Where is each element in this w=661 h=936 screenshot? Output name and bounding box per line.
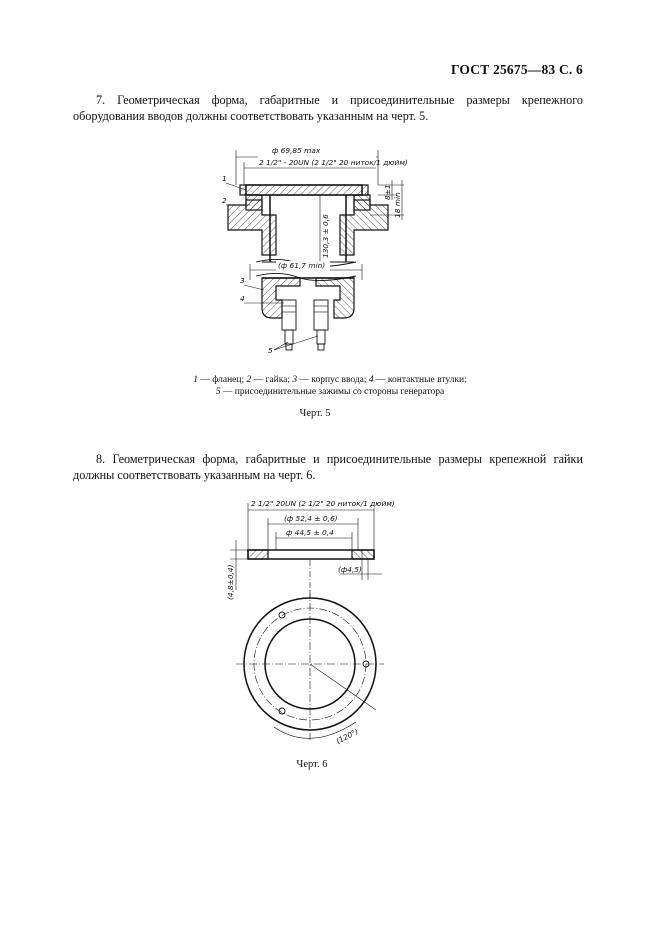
dim-min-label: 18 min <box>393 192 402 218</box>
callout-3: 3 <box>240 276 245 285</box>
dim-thread-label: 2 1/2" - 20UN (2 1/2" 20 ниток/1 дюйм) <box>259 158 408 167</box>
dim-outer-diameter-label: ф 69,85 max <box>272 146 321 155</box>
drawing-6-caption: Черт. 6 <box>296 759 328 770</box>
legend-num: 5 <box>215 387 221 397</box>
dim6-thick-label: (4,8±0,4) <box>226 564 235 600</box>
dim-height-label: 130,3 ± 0,6 <box>321 214 330 258</box>
dim6-thick <box>226 540 248 600</box>
legend-num: 3 <box>292 375 298 385</box>
dim6-angle <box>274 664 376 746</box>
dim6-thread-label: 2 1/2" 20UN (2 1/2" 20 ниток/1 дюйм) <box>251 499 395 508</box>
dim6-d2-label: ф 44,5 ± 0,4 <box>286 528 334 537</box>
legend-num: 4 <box>368 375 374 385</box>
callout-1: 1 <box>222 174 227 183</box>
callout-5: 5 <box>268 346 273 355</box>
dim-gap-label: 8±1 <box>383 184 392 200</box>
legend-num: 2 <box>246 375 252 385</box>
callout-2: 2 <box>222 196 227 205</box>
dim6-d2 <box>276 527 352 550</box>
page-header: ГОСТ 25675—83 С. 6 <box>450 62 583 77</box>
callout-4: 4 <box>240 294 245 303</box>
dim6-hole <box>338 559 382 580</box>
dim-inner-diameter-label: (ф 61,7 min) <box>278 261 326 270</box>
dim6-thread <box>248 497 395 550</box>
legend-text: — гайка; <box>251 375 293 385</box>
nut-section-left <box>248 550 268 559</box>
legend-text: — фланец; <box>197 375 247 385</box>
legend-text: — контактные втулки; <box>373 375 467 385</box>
dim6-angle-label: (120°) <box>334 726 360 746</box>
nut-section-right <box>352 550 374 559</box>
drawing-5-caption: Черт. 5 <box>299 408 331 419</box>
legend-text: — присоединительные зажимы со стороны генератора <box>220 387 445 397</box>
nut-plan-view <box>236 590 384 740</box>
section-8-text: 8. Геометрическая форма, габаритные и присоединительные размеры крепежной гайки должны соответствовать указанным на черт. 6. <box>73 452 583 482</box>
dim6-hole-label: (ф4,5) <box>338 565 362 574</box>
legend-num: 1 <box>193 375 198 385</box>
section-7-text: 7. Геометрическая форма, габаритные и присоединительные размеры крепежного оборудования вводов должны соответствовать указанным на черт. 5. <box>73 93 583 123</box>
legend-text: — корпус ввода; <box>297 375 369 385</box>
dim6-d1-label: (ф 52,4 ± 0,6) <box>284 514 338 523</box>
